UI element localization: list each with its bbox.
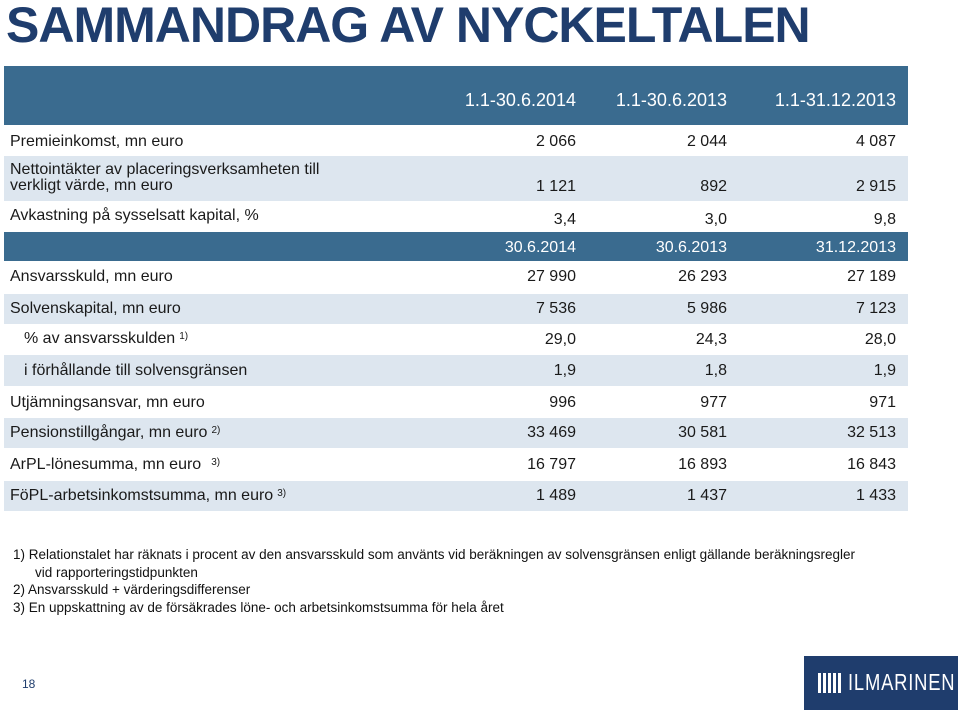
row-value: 3,4 — [553, 211, 576, 228]
row-label-line2: verkligt värde, mn euro — [10, 177, 173, 194]
row-value: 16 893 — [678, 456, 727, 473]
row-label: FöPL-arbetsinkomstsumma, mn euro $^{3)}$ — [10, 487, 287, 504]
row-value: 3,0 — [704, 211, 727, 228]
table-row — [4, 481, 908, 512]
row-label: Premieinkomst, mn euro — [10, 133, 184, 150]
table-row — [4, 355, 908, 387]
row-value: 1 437 — [686, 487, 727, 504]
row-value: 971 — [869, 394, 896, 411]
row-value: 32 513 — [847, 424, 896, 441]
row-label: Pensionstillgångar, mn euro $^{2)}$ — [10, 424, 221, 441]
row-value: 7 536 — [535, 300, 576, 317]
row-value: 5 986 — [686, 300, 727, 317]
row-value: 1 433 — [855, 487, 896, 504]
table-row — [4, 262, 908, 294]
table-row — [4, 202, 908, 232]
row-label: % av ansvarsskulden $^{1)}$ — [24, 330, 189, 347]
table-row — [4, 418, 908, 449]
row-value: 2 044 — [686, 133, 727, 150]
page-number: 18 — [22, 677, 36, 691]
row-value: 996 — [549, 394, 576, 411]
row-value: 7 123 — [855, 300, 896, 317]
ilmarinen-logo — [804, 656, 958, 710]
row-value: 16 843 — [847, 456, 896, 473]
logo-text: ILMARINEN — [848, 669, 956, 695]
table-row — [4, 294, 908, 325]
row-label: Nettointäkter av placeringsverksamheten till — [10, 161, 320, 178]
key-figures-table — [4, 66, 908, 512]
footnote-2: 2) Ansvarsskuld + värderingsdifferenser — [13, 582, 251, 597]
row-value: 1,9 — [553, 362, 576, 379]
table-row — [4, 325, 908, 355]
header-period-2: 1.1-30.6.2013 — [615, 90, 727, 110]
footnote-1: 1) Relationstalet har räknats i procent av den ansvarsskuld som använts vid beräkningen av solvensgränsen enligt gällande beräkningsregler — [13, 547, 855, 562]
row-value: 28,0 — [864, 331, 896, 348]
footnote-ref: 2) — [211, 425, 221, 436]
table-header-dates — [4, 232, 908, 262]
table-row — [4, 387, 908, 418]
header-period-3: 1.1-31.12.2013 — [774, 90, 896, 110]
footnote-ref: 1) — [179, 331, 189, 342]
row-value: 892 — [700, 178, 727, 195]
row-value: 1,9 — [873, 362, 896, 379]
row-value: 27 990 — [527, 268, 576, 285]
row-value: 4 087 — [855, 133, 896, 150]
header-period-1: 1.1-30.6.2014 — [464, 90, 576, 110]
row-value: 30 581 — [678, 424, 727, 441]
row-label: i förhållande till solvensgränsen — [24, 362, 248, 379]
table-header-periods — [4, 66, 908, 126]
row-value: 2 066 — [535, 133, 576, 150]
row-value: 29,0 — [544, 331, 576, 348]
row-value: 27 189 — [847, 268, 896, 285]
page-title: SAMMANDRAG AV NYCKELTALEN — [6, 0, 810, 53]
row-value: 26 293 — [678, 268, 727, 285]
row-label: ArPL-lönesumma, mn euro $^{3)}$ — [10, 456, 221, 473]
header-date-3: 31.12.2013 — [815, 239, 896, 256]
footnotes — [13, 546, 855, 616]
footnote-ref: 3) — [211, 457, 221, 468]
header-date-2: 30.6.2013 — [655, 239, 727, 256]
logo-mark-icon — [818, 673, 842, 693]
header-date-1: 30.6.2014 — [504, 239, 576, 256]
table-row — [4, 126, 908, 156]
row-label: Avkastning på sysselsatt kapital, % — [10, 207, 259, 224]
footnote-3: 3) En uppskattning av de försäkrades löne- och arbetsinkomstsumma för hela året — [13, 599, 504, 615]
row-value: 33 469 — [527, 424, 576, 441]
table-row — [4, 449, 908, 481]
row-label: Solvenskapital, mn euro — [10, 300, 181, 317]
row-value: 16 797 — [527, 456, 576, 473]
row-value: 1 489 — [535, 487, 576, 504]
row-value: 977 — [700, 394, 727, 411]
row-label: Ansvarsskuld, mn euro — [10, 268, 173, 285]
row-value: 9,8 — [873, 211, 896, 228]
footnote-1-cont: vid rapporteringstidpunkten — [35, 564, 198, 580]
row-value: 1 121 — [535, 178, 576, 195]
footnote-ref: 3) — [277, 488, 287, 499]
row-label: Utjämningsansvar, mn euro — [10, 394, 205, 411]
row-value: 1,8 — [704, 362, 727, 379]
row-value: 2 915 — [855, 178, 896, 195]
row-value: 24,3 — [695, 331, 727, 348]
table-row — [4, 156, 908, 202]
